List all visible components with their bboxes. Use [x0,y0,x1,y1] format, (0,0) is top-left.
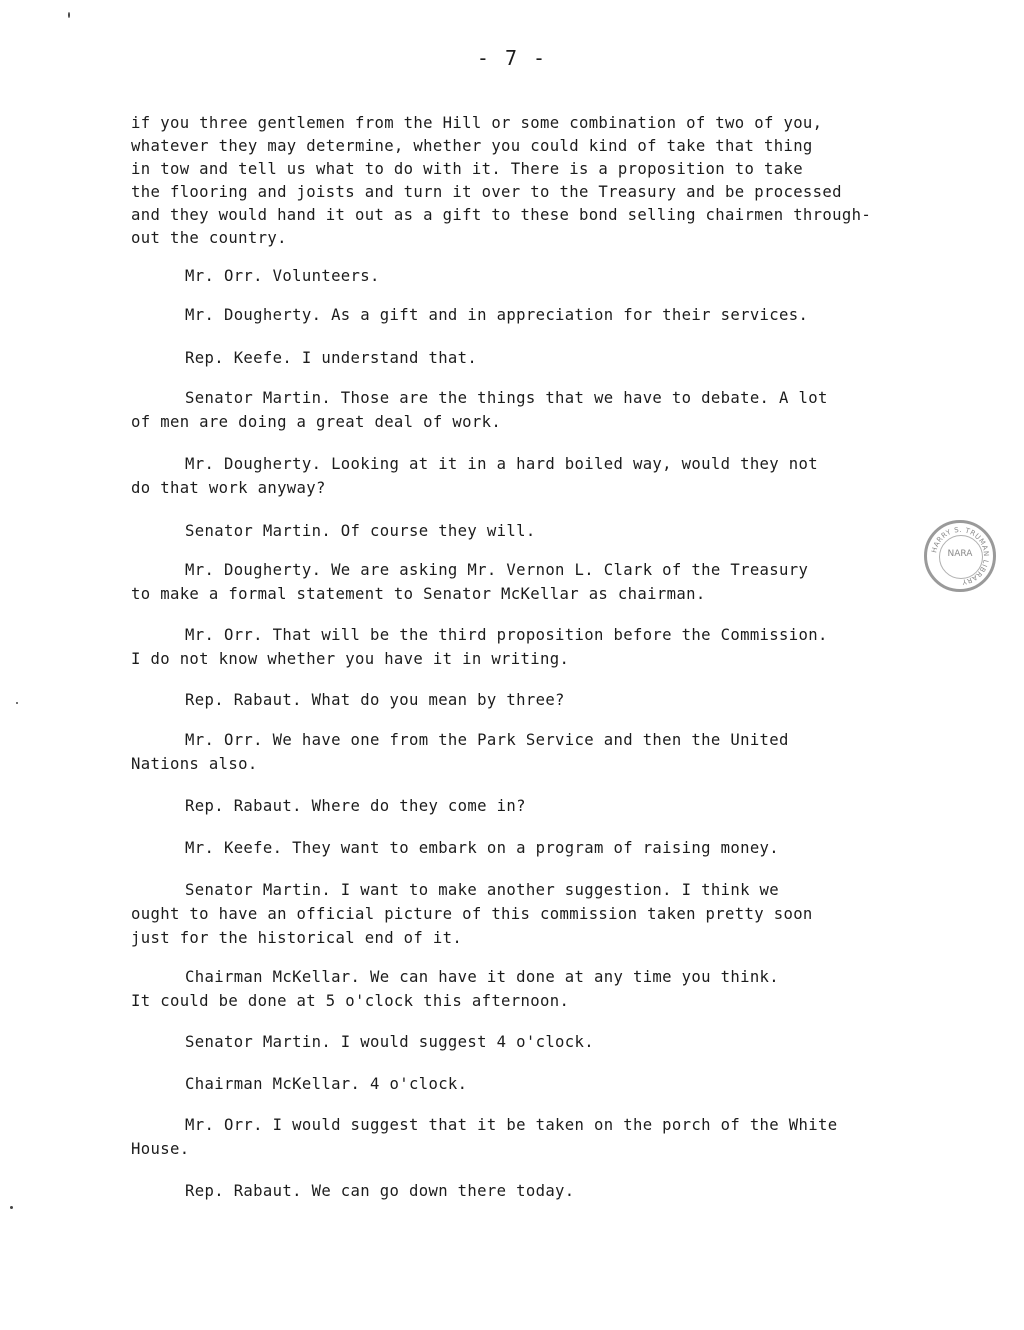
text-line: to make a formal statement to Senator McKellar as chairman. [131,585,706,603]
stamp-center-text: NARA [947,549,973,559]
text-line: do that work anyway? [131,479,326,497]
text-line: Rep. Rabaut. What do you mean by three? [185,691,565,709]
text-line: Rep. Rabaut. We can go down there today. [185,1182,575,1200]
text-line: if you three gentlemen from the Hill or some combination of two of you, [131,114,823,132]
text-line: Mr. Keefe. They want to embark on a program of raising money. [185,839,780,857]
text-line: and they would hand it out as a gift to these bond selling chairmen through- [131,206,872,224]
library-stamp [924,520,996,592]
text-line: I do not know whether you have it in writing. [131,650,570,668]
text-line: Chairman McKellar. 4 o'clock. [185,1075,468,1093]
text-line: Senator Martin. Of course they will. [185,522,536,540]
text-line: Mr. Orr. I would suggest that it be taken on the porch of the White [185,1116,838,1134]
text-line: Rep. Rabaut. Where do they come in? [185,797,526,815]
scan-speck [68,12,70,18]
text-line: House. [131,1140,190,1158]
text-line: Chairman McKellar. We can have it done at any time you think. [185,968,780,986]
text-line: Nations also. [131,755,258,773]
text-line: the flooring and joists and turn it over to the Treasury and be processed [131,183,842,201]
text-line: out the country. [131,229,287,247]
text-line: whatever they may determine, whether you could kind of take that thing [131,137,813,155]
text-line: Mr. Orr. Volunteers. [185,267,380,285]
text-line: Mr. Orr. We have one from the Park Service and then the United [185,731,789,749]
text-line: Senator Martin. I would suggest 4 o'clock. [185,1033,595,1051]
text-line: Mr. Dougherty. Looking at it in a hard boiled way, would they not [185,455,818,473]
text-line: Senator Martin. I want to make another suggestion. I think we [185,881,780,899]
text-line: in tow and tell us what to do with it. There is a proposition to take [131,160,803,178]
text-line: Mr. Orr. That will be the third proposition before the Commission. [185,626,828,644]
text-line: Mr. Dougherty. As a gift and in appreciation for their services. [185,306,809,324]
text-line: just for the historical end of it. [131,929,463,947]
text-line: It could be done at 5 o'clock this afternoon. [131,992,570,1010]
text-line: of men are doing a great deal of work. [131,413,502,431]
text-line: Senator Martin. Those are the things that we have to debate. A lot [185,389,828,407]
text-line: ought to have an official picture of this commission taken pretty soon [131,905,813,923]
scan-speck [16,702,18,704]
page-number: - 7 - [476,46,548,70]
text-line: Rep. Keefe. I understand that. [185,349,478,367]
svg-text:HARRY S. TRUMAN LIBRARY: HARRY S. TRUMAN LIBRARY [930,525,991,586]
text-line: Mr. Dougherty. We are asking Mr. Vernon L. Clark of the Treasury [185,561,809,579]
scan-speck [10,1206,13,1209]
